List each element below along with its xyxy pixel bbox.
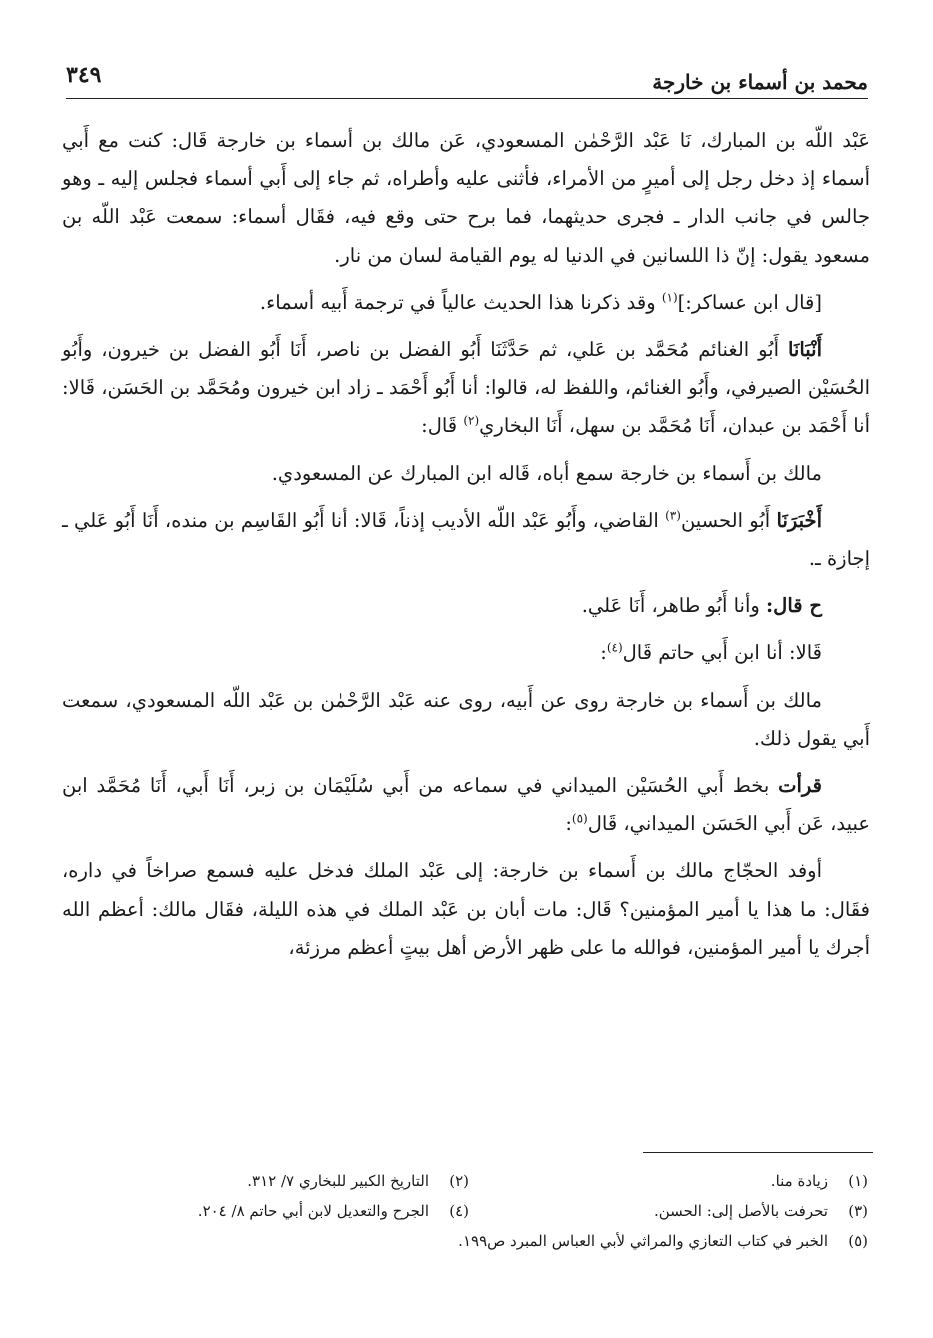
footnote-divider <box>643 1152 873 1153</box>
footnote-3 <box>469 1202 868 1220</box>
footnote-2 <box>70 1172 469 1190</box>
footnote-5 <box>70 1232 868 1250</box>
paragraph <box>62 502 870 578</box>
text-segment: القاضي، وأَبُو عَبْد اللّه الأديب إذناً، قَالا: أنا أَبُو القَاسِم بن منده، أَنَا أَبُو عَلي ـ إجازة ـ. <box>62 508 870 571</box>
footnote-number: (٢) <box>449 1172 469 1190</box>
page-header <box>66 50 868 99</box>
paragraph <box>62 682 870 758</box>
running-title: محمد بن أسماء بن خارجة <box>652 70 868 94</box>
footnote-ref: (٣) <box>665 508 681 523</box>
text-segment: أوفد الحجّاج مالك بن أَسماء بن خارجة: إلى عَبْد الملك فدخل عليه فسمع صراخاً في داره، فقَال: ما هذا يا أمير المؤمنين؟ قَال: مات أبان بن عَبْد الملك في هذه الليلة، فقَال مالك: أعظم الله أجرك يا أمير المؤمنين، فوالله ما على ظهر الأرض أهل بيتٍ أعظم مرزئة، <box>62 859 870 959</box>
footnote-row <box>70 1196 868 1226</box>
text-segment: : <box>565 812 572 836</box>
text-segment: قَال: <box>421 414 464 438</box>
text-segment: وقد ذكرنا هذا الحديث عالياً في ترجمة أَبيه أسماء. <box>259 290 662 314</box>
text-segment: مالك بن أَسماء بن خارجة روى عن أَبيه، روى عنه عَبْد الرَّحْمٰن بن عَبْد اللّه المسعودي، سمعت أَبي يقول ذلك. <box>62 688 870 750</box>
footnote-number: (٥) <box>848 1232 868 1250</box>
page-number: ٣٤٩ <box>66 62 102 88</box>
paragraph <box>62 331 870 446</box>
text-segment: أَبُو الغنائم مُحَمَّد بن عَلي، ثم حَدَّثَنَا أَبُو الفضل بن ناصر، أَنَا أَبُو الفضل بن خيرون، وأَبُو الحُسَيْن الصيرفي، وأَبُو الغنائم، واللفظ له، قالوا: أنا أَبُو أَحْمَد ـ زاد ابن خيرون ومُحَمَّد بن الحَسَن، قَالا: أنا أَحْمَد بن عبدان، أَنَا مُحَمَّد بن سهل، أَنَا البخاري <box>62 338 870 438</box>
main-text <box>62 122 870 976</box>
text-segment: بخط أَبي الحُسَيْن الميداني في سماعه من أَبي سُلَيْمَان بن زبر، أَنَا أَبي، أَنَا مُحَمَّد ابن عبيد، عَن أَبي الحَسَن الميداني، قَال <box>62 774 870 836</box>
footnote-text: تحرفت بالأصل إلى: الحسن. <box>653 1202 828 1220</box>
keyword: أَنْبَانَا <box>787 338 822 362</box>
paragraph <box>62 455 870 493</box>
paragraph <box>62 634 870 672</box>
text-segment: وأنا أَبُو طاهر، أَنَا عَلي. <box>581 594 766 618</box>
footnote-4 <box>70 1202 469 1220</box>
footnote-text: زيادة منا. <box>770 1172 828 1190</box>
text-segment: [قال ابن عساكر:] <box>677 290 822 314</box>
footnotes <box>70 1166 868 1256</box>
footnote-row <box>70 1226 868 1256</box>
text-segment: : <box>600 641 607 665</box>
footnote-ref: (٥) <box>571 811 588 826</box>
footnote-number: (١) <box>848 1172 868 1190</box>
footnote-ref: (٤) <box>606 640 623 655</box>
paragraph <box>62 852 870 967</box>
paragraph <box>62 122 870 275</box>
text-segment: قَالا: أنا ابن أَبي حاتم قَال <box>622 641 822 665</box>
footnote-number: (٣) <box>848 1202 868 1220</box>
footnote-number: (٤) <box>449 1202 469 1220</box>
keyword: ح قال: <box>765 594 822 618</box>
text-segment: مالك بن أَسماء بن خارجة سمع أباه، قَاله ابن المبارك عن المسعودي. <box>271 461 822 485</box>
paragraph <box>62 767 870 843</box>
footnote-text: التاريخ الكبير للبخاري ٧/ ٣١٢. <box>247 1172 429 1190</box>
text-segment: عَبْد اللّه بن المبارك، نَا عَبْد الرَّحْمٰن المسعودي، عَن مالك بن أسماء بن خارجة قَال: كنت مع أَبي أسماء إذ دخل رجل إلى أميرٍ من الأمراء، فأثنى عليه وأطراه، ثم جاء إلى أَبي أسماء فجلس إليه ـ وهو جالس في جانب الدار ـ فجرى حديثهما، فما برح حتى وقع فيه، فقَال أسماء: سمعت عَبْد اللّه بن مسعود يقول: إنّ ذا اللسانين في الدنيا له يوم القيامة لسان من نار. <box>62 129 870 267</box>
footnote-text: الجرح والتعديل لابن أبي حاتم ٨/ ٢٠٤. <box>197 1202 429 1220</box>
footnote-1 <box>469 1172 868 1190</box>
footnote-text: الخبر في كتاب التعازي والمراثي لأبي العباس المبرد ص١٩٩. <box>458 1232 828 1250</box>
footnote-row <box>70 1166 868 1196</box>
paragraph <box>62 284 870 322</box>
paragraph <box>62 587 870 625</box>
footnote-ref: (١) <box>661 290 678 305</box>
footnote-ref: (٢) <box>463 413 480 428</box>
text-segment: أَبُو الحسين <box>680 508 777 532</box>
keyword: قرأت <box>778 774 822 798</box>
keyword: أَخْبَرَنَا <box>776 508 822 532</box>
